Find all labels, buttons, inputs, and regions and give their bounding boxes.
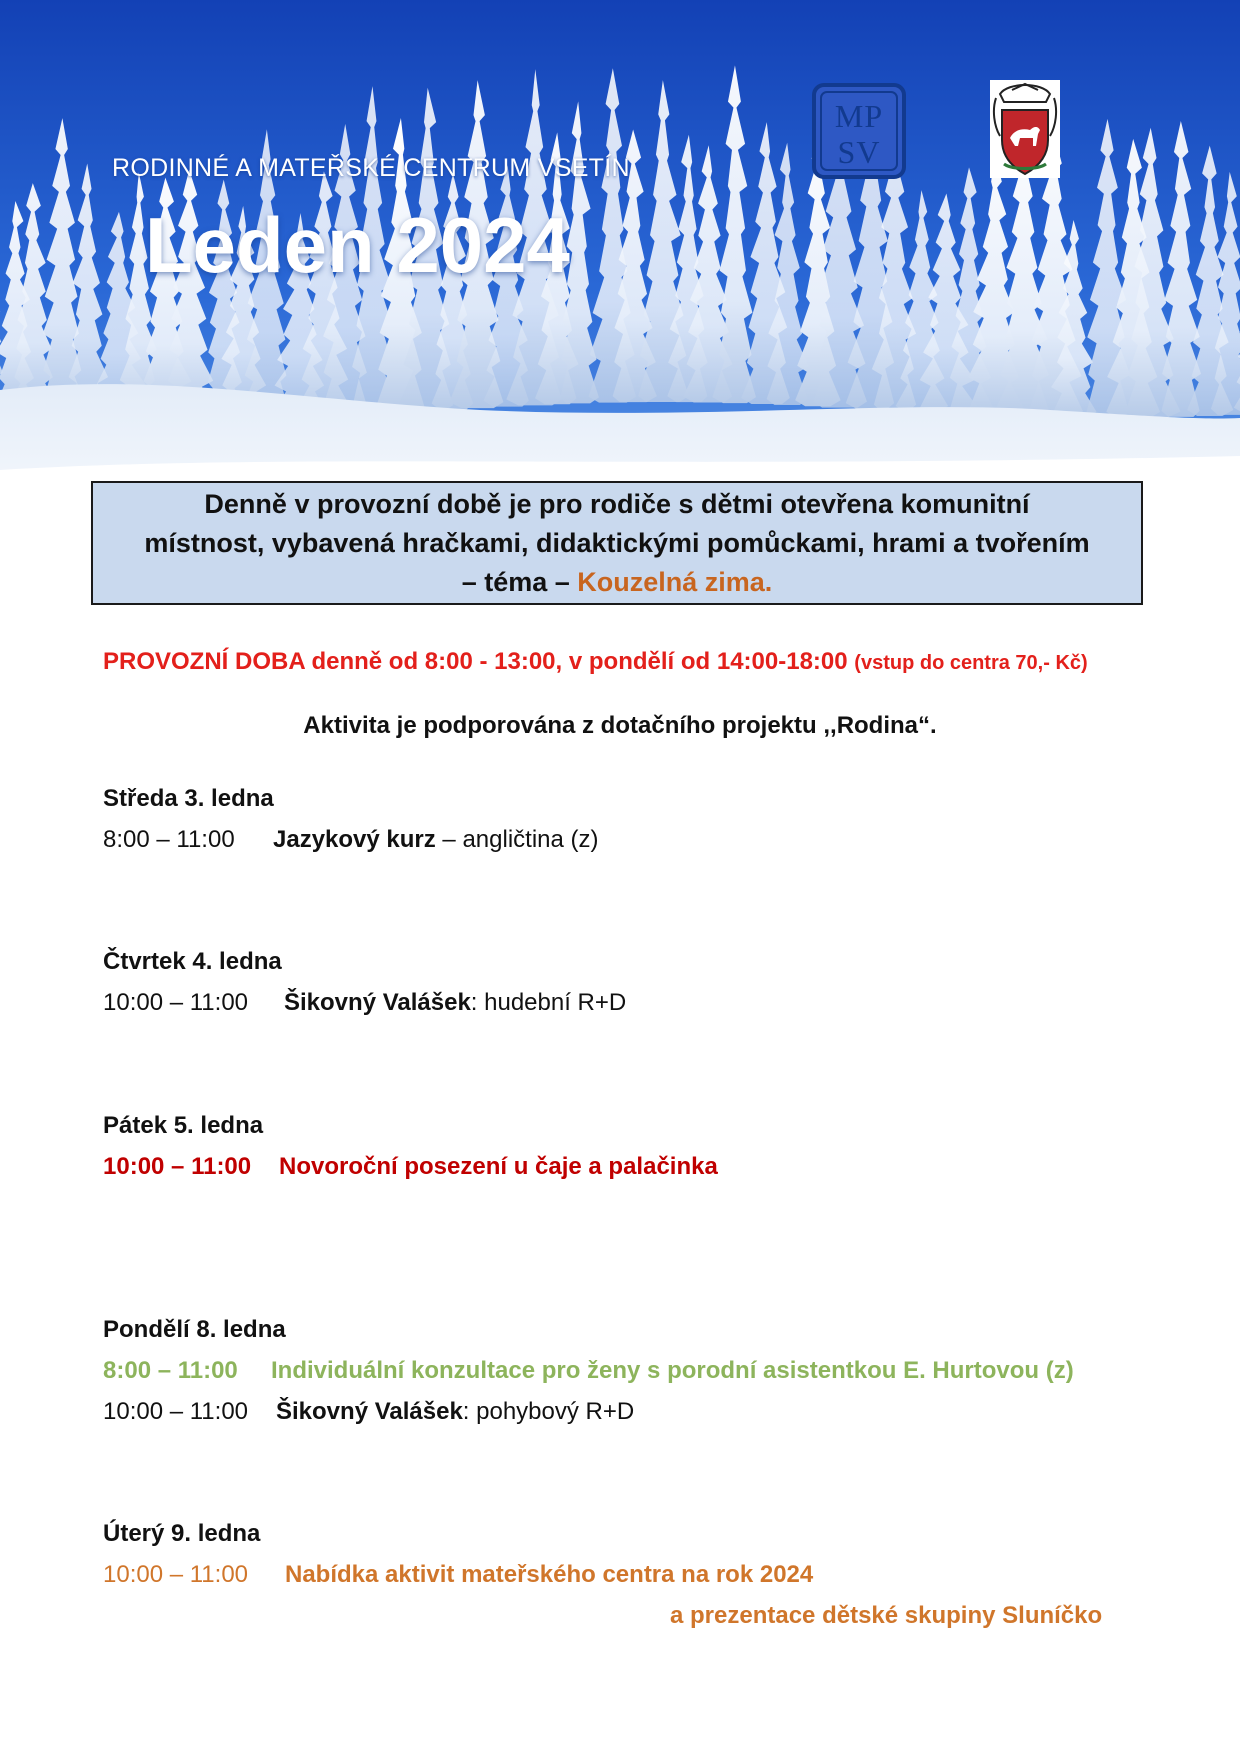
event-title-continuation: a prezentace dětské skupiny Sluníčko xyxy=(670,1602,1103,1629)
opening-hours-main: PROVOZNÍ DOBA denně od 8:00 - 13:00, v pondělí od 14:00-18:00 xyxy=(103,648,848,675)
schedule-item xyxy=(103,826,599,854)
info-line-2: místnost, vybavená hračkami, didaktickými pomůckami, hrami a tvořením xyxy=(144,528,1090,558)
day-heading: Čtvrtek 4. ledna xyxy=(103,948,282,975)
event-time: 10:00 – 11:00 xyxy=(103,1398,249,1425)
event-detail: : hudební R+D xyxy=(470,989,627,1016)
schedule-item xyxy=(103,989,626,1017)
event-time: 10:00 – 11:00 xyxy=(103,1561,249,1588)
event-title: Jazykový kurz xyxy=(273,826,436,853)
svg-text:SV: SV xyxy=(837,134,881,170)
day-heading: Úterý 9. ledna xyxy=(103,1520,261,1547)
theme-name: Kouzelná zima. xyxy=(577,567,773,597)
community-room-info-box xyxy=(91,481,1143,605)
schedule-item xyxy=(103,1398,634,1426)
event-title: Individuální konzultace pro ženy s porodní asistentkou E. Hurtovou (z) xyxy=(271,1357,1074,1384)
entry-fee-note: (vstup do centra 70,- Kč) xyxy=(854,652,1088,674)
opening-hours xyxy=(103,645,1133,680)
event-title: Šikovný Valášek xyxy=(276,1398,463,1425)
theme-prefix: – téma – xyxy=(461,567,578,597)
day-heading: Středa 3. ledna xyxy=(103,785,274,812)
event-time: 10:00 – 11:00 xyxy=(103,1153,252,1180)
info-line-1: Denně v provozní době je pro rodiče s dětmi otevřena komunitní xyxy=(204,489,1030,519)
info-line-3 xyxy=(93,563,1141,602)
schedule-item xyxy=(103,1357,1074,1385)
event-title: Šikovný Valášek xyxy=(284,989,471,1016)
event-detail: – angličtina (z) xyxy=(435,826,599,853)
event-title: Nabídka aktivit mateřského centra na rok 2024 xyxy=(285,1561,814,1588)
event-title: Novoroční posezení u čaje a palačinka xyxy=(279,1153,718,1180)
event-time: 8:00 – 11:00 xyxy=(103,1357,238,1384)
funding-note: Aktivita je podporována z dotačního projektu ,,Rodina“. xyxy=(303,712,937,739)
town-coat-of-arms xyxy=(990,80,1060,178)
schedule-item xyxy=(103,1153,718,1181)
month-title: Leden 2024 xyxy=(145,201,570,289)
svg-text:MP: MP xyxy=(834,98,884,134)
mpsv-logo xyxy=(812,83,906,179)
day-heading: Pondělí 8. ledna xyxy=(103,1316,286,1343)
schedule-item xyxy=(103,1561,813,1589)
event-time: 8:00 – 11:00 xyxy=(103,826,235,853)
organization-name: RODINNÉ A MATEŘSKÉ CENTRUM VSETÍN xyxy=(112,154,630,182)
day-heading: Pátek 5. ledna xyxy=(103,1112,264,1139)
event-detail: : pohybový R+D xyxy=(462,1398,635,1425)
event-time: 10:00 – 11:00 xyxy=(103,989,249,1016)
